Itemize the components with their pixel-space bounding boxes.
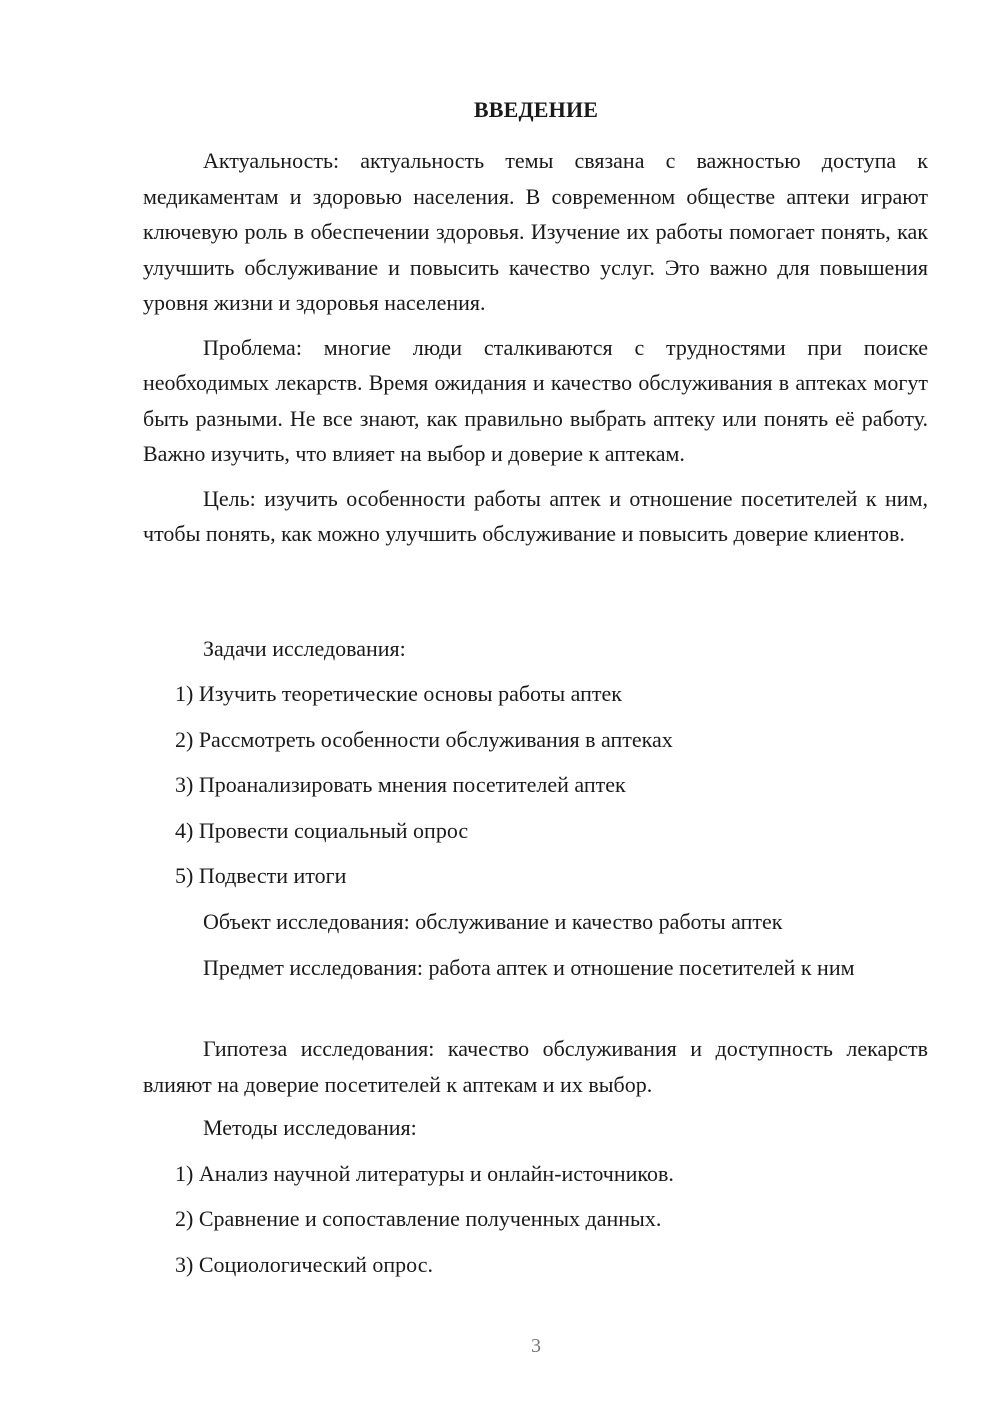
text-block-hypothesis <box>143 1031 928 1102</box>
methods-label: Методы исследования: <box>203 1115 417 1140</box>
list-item: 2) Рассмотреть особенности обслуживания в аптеках <box>175 727 673 752</box>
text-block-subject <box>143 950 928 986</box>
list-item: 1) Анализ научной литературы и онлайн-источников. <box>175 1161 674 1186</box>
tasks-label: Задачи исследования: <box>203 636 406 661</box>
paragraph-object: Объект исследования: обслуживание и качество работы аптек <box>203 909 783 934</box>
text-block-methods <box>143 1110 928 1146</box>
list-item: 1) Изучить теоретические основы работы аптек <box>175 681 622 706</box>
list-item: 2) Сравнение и сопоставление полученных данных. <box>175 1206 662 1231</box>
task-item-5 <box>143 858 928 894</box>
task-item-4 <box>143 813 928 849</box>
task-item-1 <box>143 676 928 712</box>
text-block-intro <box>143 143 928 552</box>
paragraph-goal: Цель: изучить особенности работы аптек и отношение посетителей к ним, чтобы понять, как можно улучшить обслуживание и повысить доверие клиентов. <box>143 485 928 546</box>
task-item-3 <box>143 767 928 803</box>
task-item-2 <box>143 722 928 758</box>
paragraph-hypothesis: Гипотеза исследования: качество обслуживания и доступность лекарств влияют на доверие посетителей к аптекам и их выбор. <box>143 1036 928 1097</box>
list-item: 3) Социологический опрос. <box>175 1252 433 1277</box>
text-block-tasks <box>143 631 928 667</box>
text-block-object <box>143 904 928 940</box>
paragraph-problem: Проблема: многие люди сталкиваются с трудностями при поиске необходимых лекарств. Время ожидания и качество обслуживания в аптеках могут быть разными. Не все знают, как правильно выбрать аптеку или понять её работу. Важно изучить, что влияет на выбор и доверие к аптекам. <box>143 334 928 466</box>
method-item-2 <box>143 1201 928 1237</box>
page-title: ВВЕДЕНИЕ <box>473 97 599 122</box>
method-item-1 <box>143 1156 928 1192</box>
paragraph-subject: Предмет исследования: работа аптек и отношение посетителей к ним <box>203 955 855 980</box>
list-item: 3) Проанализировать мнения посетителей аптек <box>175 772 626 797</box>
list-item: 5) Подвести итоги <box>175 863 347 888</box>
method-item-3 <box>143 1247 928 1283</box>
list-item: 4) Провести социальный опрос <box>175 818 469 843</box>
paragraph-relevance: Актуальность: актуальность темы связана с важностью доступа к медикаментам и здоровью населения. В современном обществе аптеки играют ключевую роль в обеспечении здоровья. Изучение их работы помогает понять, как улучшить обслуживание и повысить качество услуг. Это важно для повышения уровня жизни и здоровья населения. <box>143 148 928 315</box>
page-number: 3 <box>531 1335 541 1357</box>
